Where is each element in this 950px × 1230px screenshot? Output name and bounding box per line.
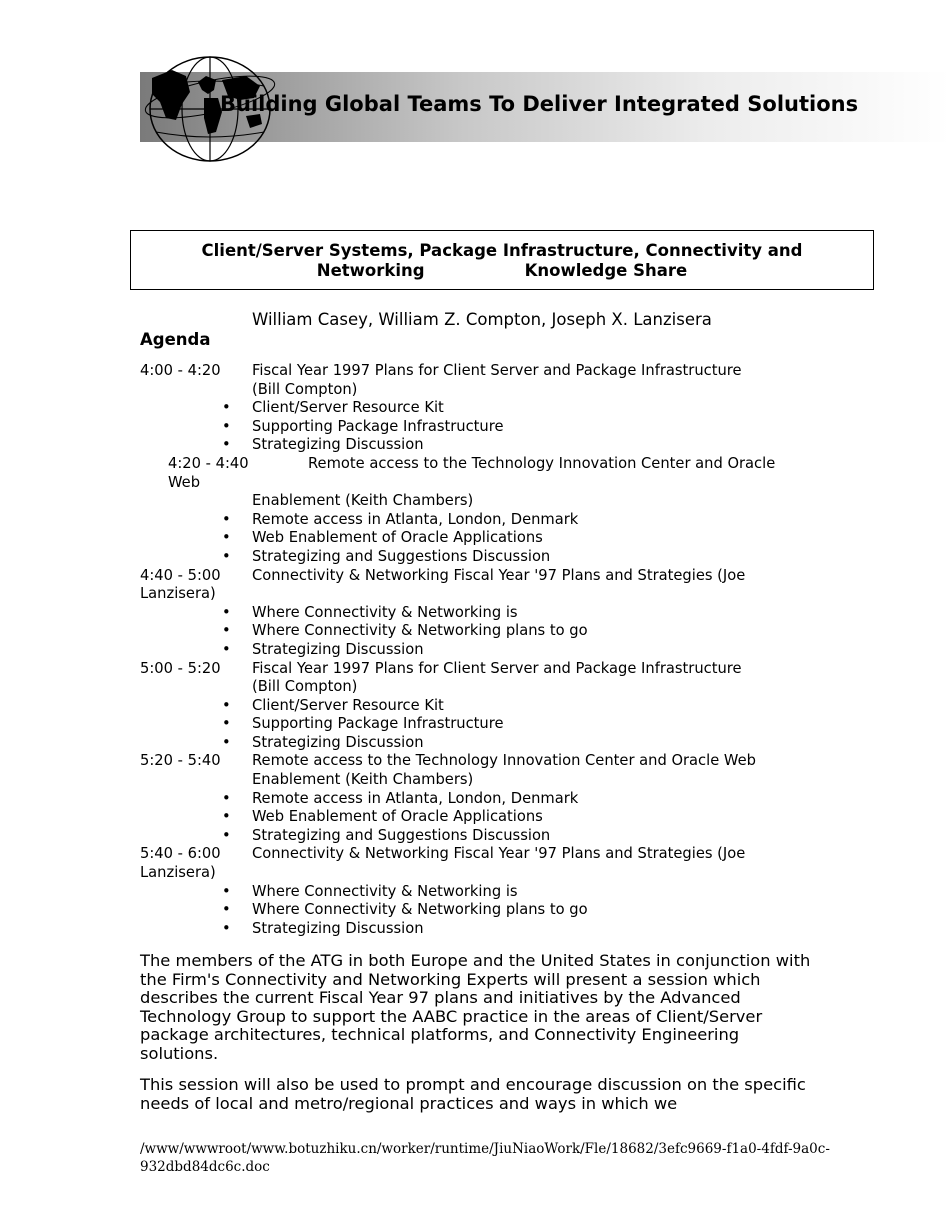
- agenda-time: 4:40 - 5:00: [140, 566, 221, 584]
- description-paragraph-2: This session will also be used to prompt and encourage discussion on the specific needs of local and metro/regional practices and ways in which we: [140, 1075, 806, 1113]
- agenda-item: [140, 362, 820, 455]
- session-title-knowledge-share: Knowledge Share: [524, 261, 688, 280]
- agenda-title-row: [140, 455, 820, 474]
- agenda-title-cont: Enablement (Keith Chambers): [252, 492, 474, 510]
- agenda-bullet: • Strategizing and Suggestions Discussion: [140, 827, 820, 846]
- agenda-bullet: • Strategizing and Suggestions Discussion: [140, 548, 820, 567]
- agenda-title-cont: (Bill Compton): [252, 380, 358, 398]
- agenda-bullet: • Remote access in Atlanta, London, Denmark: [140, 511, 820, 530]
- agenda-list: [140, 362, 820, 938]
- agenda-bullet: • Remote access in Atlanta, London, Denmark: [140, 790, 820, 809]
- agenda-time: 5:20 - 5:40: [140, 752, 221, 770]
- file-path-footer: /www/wwwroot/www.botuzhiku.cn/worker/runtime/JiuNiaoWork/Fle/18682/3efc9669-f1a0-4fdf-9a0c-932dbd84dc6c.doc: [140, 1141, 830, 1175]
- agenda-bullet: • Supporting Package Infrastructure: [140, 715, 820, 734]
- agenda-item: [140, 845, 820, 938]
- agenda-bullet: • Strategizing Discussion: [140, 641, 820, 660]
- agenda-bullet: • Strategizing Discussion: [140, 920, 820, 939]
- agenda-title: Connectivity & Networking Fiscal Year '97 Plans and Strategies (Joe: [252, 566, 746, 584]
- agenda-title-cont: Enablement (Keith Chambers): [252, 771, 474, 789]
- agenda-bullet: • Web Enablement of Oracle Applications: [140, 529, 820, 548]
- agenda-item: [140, 752, 820, 845]
- presenters: William Casey, William Z. Compton, Joseph X. Lanzisera: [252, 310, 712, 329]
- agenda-item: [140, 567, 820, 660]
- agenda-bullet: • Where Connectivity & Networking is: [140, 883, 820, 902]
- agenda-title: Connectivity & Networking Fiscal Year '97 Plans and Strategies (Joe: [252, 845, 746, 863]
- agenda-title-wrap: Lanzisera): [140, 864, 216, 882]
- agenda-bullet: • Where Connectivity & Networking is: [140, 604, 820, 623]
- agenda-time: 4:00 - 4:20: [140, 362, 221, 379]
- agenda-bullet: • Client/Server Resource Kit: [140, 399, 820, 418]
- agenda-time: 4:20 - 4:40: [168, 454, 249, 472]
- agenda-bullet: • Where Connectivity & Networking plans to go: [140, 901, 820, 920]
- agenda-bullet: • Web Enablement of Oracle Applications: [140, 808, 820, 827]
- session-title-line1: Client/Server Systems, Package Infrastructure, Connectivity and: [201, 241, 803, 260]
- session-title-line2: [131, 261, 873, 281]
- agenda-title: Fiscal Year 1997 Plans for Client Server and Package Infrastructure: [252, 362, 742, 379]
- agenda-title-cont: (Bill Compton): [252, 678, 358, 696]
- agenda-time: 5:00 - 5:20: [140, 659, 221, 677]
- agenda-bullet: • Strategizing Discussion: [140, 436, 820, 455]
- agenda-bullet: • Supporting Package Infrastructure: [140, 418, 820, 437]
- agenda-heading: Agenda: [140, 330, 211, 349]
- agenda-bullet: • Where Connectivity & Networking plans to go: [140, 622, 820, 641]
- agenda-bullet: • Strategizing Discussion: [140, 734, 820, 753]
- session-title-networking: Networking: [316, 261, 425, 280]
- agenda-title: Fiscal Year 1997 Plans for Client Server and Package Infrastructure: [252, 659, 742, 677]
- agenda-title-wrap: Web: [168, 473, 201, 491]
- agenda-title: Remote access to the Technology Innovation Center and Oracle Web: [252, 752, 756, 770]
- description-paragraph: The members of the ATG in both Europe and the United States in conjunction with the Firm's Connectivity and Networking Experts will present a session which describes the current Fiscal Year 97 plans and initiatives by the Advanced Technology Group to support the AABC practice in the areas of Client/Server package architectures, technical platforms, and Connectivity Engineering solutions.: [140, 951, 811, 1063]
- agenda-item: [140, 455, 820, 567]
- agenda-bullet: • Client/Server Resource Kit: [140, 697, 820, 716]
- agenda-item: [140, 660, 820, 753]
- agenda-time: 5:40 - 6:00: [140, 845, 221, 863]
- session-title-box: [130, 230, 874, 290]
- banner-title: Building Global Teams To Deliver Integrated Solutions: [220, 92, 859, 116]
- agenda-title-wrap: Lanzisera): [140, 585, 216, 603]
- agenda-title: Remote access to the Technology Innovation Center and Oracle: [308, 454, 776, 472]
